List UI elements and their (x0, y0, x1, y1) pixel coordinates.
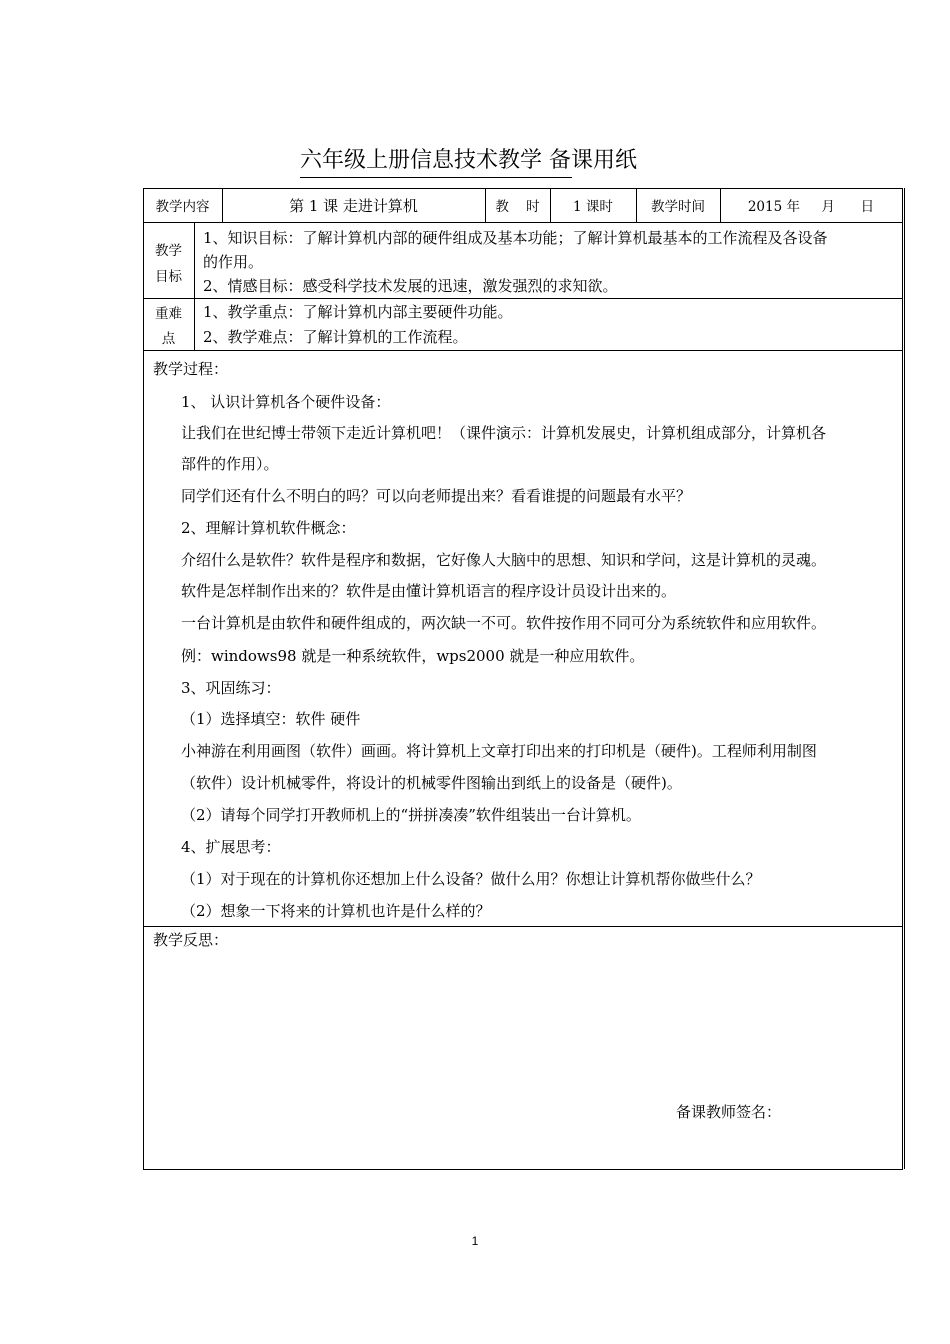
hours-label: 教 时 (495, 199, 540, 215)
process-line: 例：windows98 就是一种系统软件，wps2000 就是一种应用软件。 (181, 647, 645, 665)
process-line: 4、扩展思考： (181, 838, 281, 856)
process-line: （1）对于现在的计算机你还想加上什么设备？做什么用？你想让计算机帮你做些什么？ (181, 870, 761, 888)
keypoints-line: 2、教学难点：了解计算机的工作流程。 (203, 328, 468, 346)
keypoints-label-line1: 重难 (155, 306, 182, 322)
process-line: 介绍什么是软件？软件是程序和数据，它好像人大脑中的思想、知识和学问，这是计算机的灵魂。 (181, 551, 827, 569)
time-value: 2015 年 月 日 (747, 199, 875, 215)
objectives-line: 2、情感目标：感受科学技术发展的迅速，激发强烈的求知欲。 (203, 277, 618, 295)
objectives-line: 的作用。 (203, 253, 264, 271)
objectives-label-line2: 目标 (155, 269, 182, 285)
process-line: 1、 认识计算机各个硬件设备： (181, 393, 391, 411)
page-number: 1 (471, 1234, 479, 1248)
objectives-line: 1、知识目标：了解计算机内部的硬件组成及基本功能；了解计算机最基本的工作流程及各设备 (203, 229, 828, 247)
process-line: 3、巩固练习： (181, 679, 281, 697)
reflection-heading: 教学反思： (153, 931, 229, 949)
process-heading: 教学过程： (153, 360, 229, 378)
content-label: 教学内容 (155, 199, 210, 215)
process-line: （2）请每个同学打开教师机上的“拼拼凑凑”软件组装出一台计算机。 (181, 806, 641, 824)
process-line: 软件是怎样制作出来的？软件是由懂计算机语言的程序设计员设计出来的。 (181, 582, 677, 600)
content-value: 第 1 课 走进计算机 (289, 197, 418, 215)
objectives-label-line1: 教学 (155, 243, 182, 259)
process-line: 部件的作用）。 (181, 455, 279, 473)
keypoints-line: 1、教学重点：了解计算机内部主要硬件功能。 (203, 303, 513, 321)
process-line: 小神游在利用画图（软件）画画。将计算机上文章打印出来的打印机是（硬件)。工程师利用制图 (181, 742, 817, 760)
process-line: 2、理解计算机软件概念： (181, 519, 356, 537)
process-line: （1）选择填空：软件 硬件 (181, 710, 361, 728)
process-line: 一台计算机是由软件和硬件组成的，两次缺一不可。软件按作用不同可分为系统软件和应用软件。 (181, 614, 827, 632)
process-line: 同学们还有什么不明白的吗？可以向老师提出来？看看谁提的问题最有水平？ (181, 487, 692, 505)
title-underline (300, 177, 572, 178)
page-title: 六年级上册信息技术教学 备课用纸 (300, 148, 637, 173)
process-line: （软件）设计机械零件，将设计的机械零件图输出到纸上的设备是（硬件)。 (181, 774, 682, 792)
time-label: 教学时间 (651, 199, 705, 215)
signature-label: 备课教师签名： (676, 1103, 782, 1121)
process-line: （2）想象一下将来的计算机也许是什么样的？ (181, 902, 491, 920)
hours-value: 1 课时 (573, 199, 613, 215)
keypoints-label-line2: 点 (161, 331, 176, 347)
process-line: 让我们在世纪博士带领下走近计算机吧！（课件演示：计算机发展史，计算机组成部分，计算机各 (181, 424, 827, 442)
